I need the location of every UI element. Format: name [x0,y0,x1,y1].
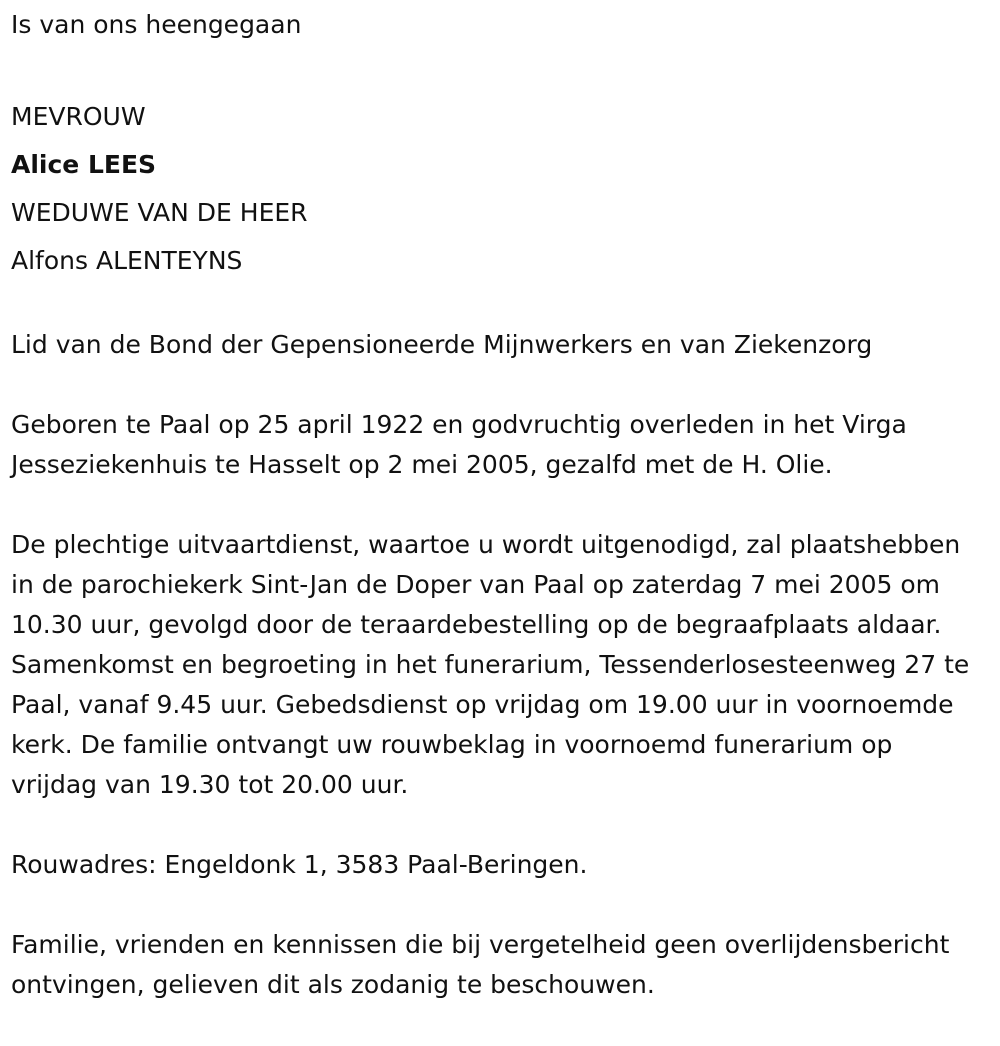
spacer [11,365,1000,405]
spacer [11,805,1000,845]
mourning-address: Rouwadres: Engeldonk 1, 3583 Paal-Beringen. [11,850,588,879]
spacer [11,285,1000,325]
spacer [11,45,1000,85]
intro-text: Is van ons heengegaan [11,10,302,39]
spacer [11,485,1000,525]
birth-death-text: Geboren te Paal op 25 april 1922 en godvruchtig overleden in het Virga Jesseziekenhuis te Hasselt op 2 mei 2005, gezalfd met de H. Olie. [11,410,907,479]
deceased-name: Alice LEES [11,150,157,179]
relation-text: WEDUWE VAN DE HEER [11,198,308,227]
spacer [11,85,1000,93]
spacer [11,885,1000,925]
closing-note: Familie, vrienden en kennissen die bij vergetelheid geen overlijdensbericht ontvingen, gelieven dit als zodanig te beschouwen. [11,930,950,999]
membership-text: Lid van de Bond der Gepensioneerde Mijnwerkers en van Ziekenzorg [11,330,873,359]
spouse-name: Alfons ALENTEYNS [11,246,243,275]
honorific: MEVROUW [11,102,146,131]
service-details: De plechtige uitvaartdienst, waartoe u wordt uitgenodigd, zal plaatshebben in de parochiekerk Sint-Jan de Doper van Paal op zaterdag 7 mei 2005 om 10.30 uur, gevolgd door de teraardebestelling op de begraafplaats aldaar. Samenkomst en begroeting in het funerarium, Tessenderlosesteenweg 27 te Paal, vanaf 9.45 uur. Gebedsdienst op vrijdag om 19.00 uur in voornoemde kerk. De familie ontvangt uw rouwbeklag in voornoemd funerarium op vrijdag van 19.30 tot 20.00 uur. [11,530,970,799]
